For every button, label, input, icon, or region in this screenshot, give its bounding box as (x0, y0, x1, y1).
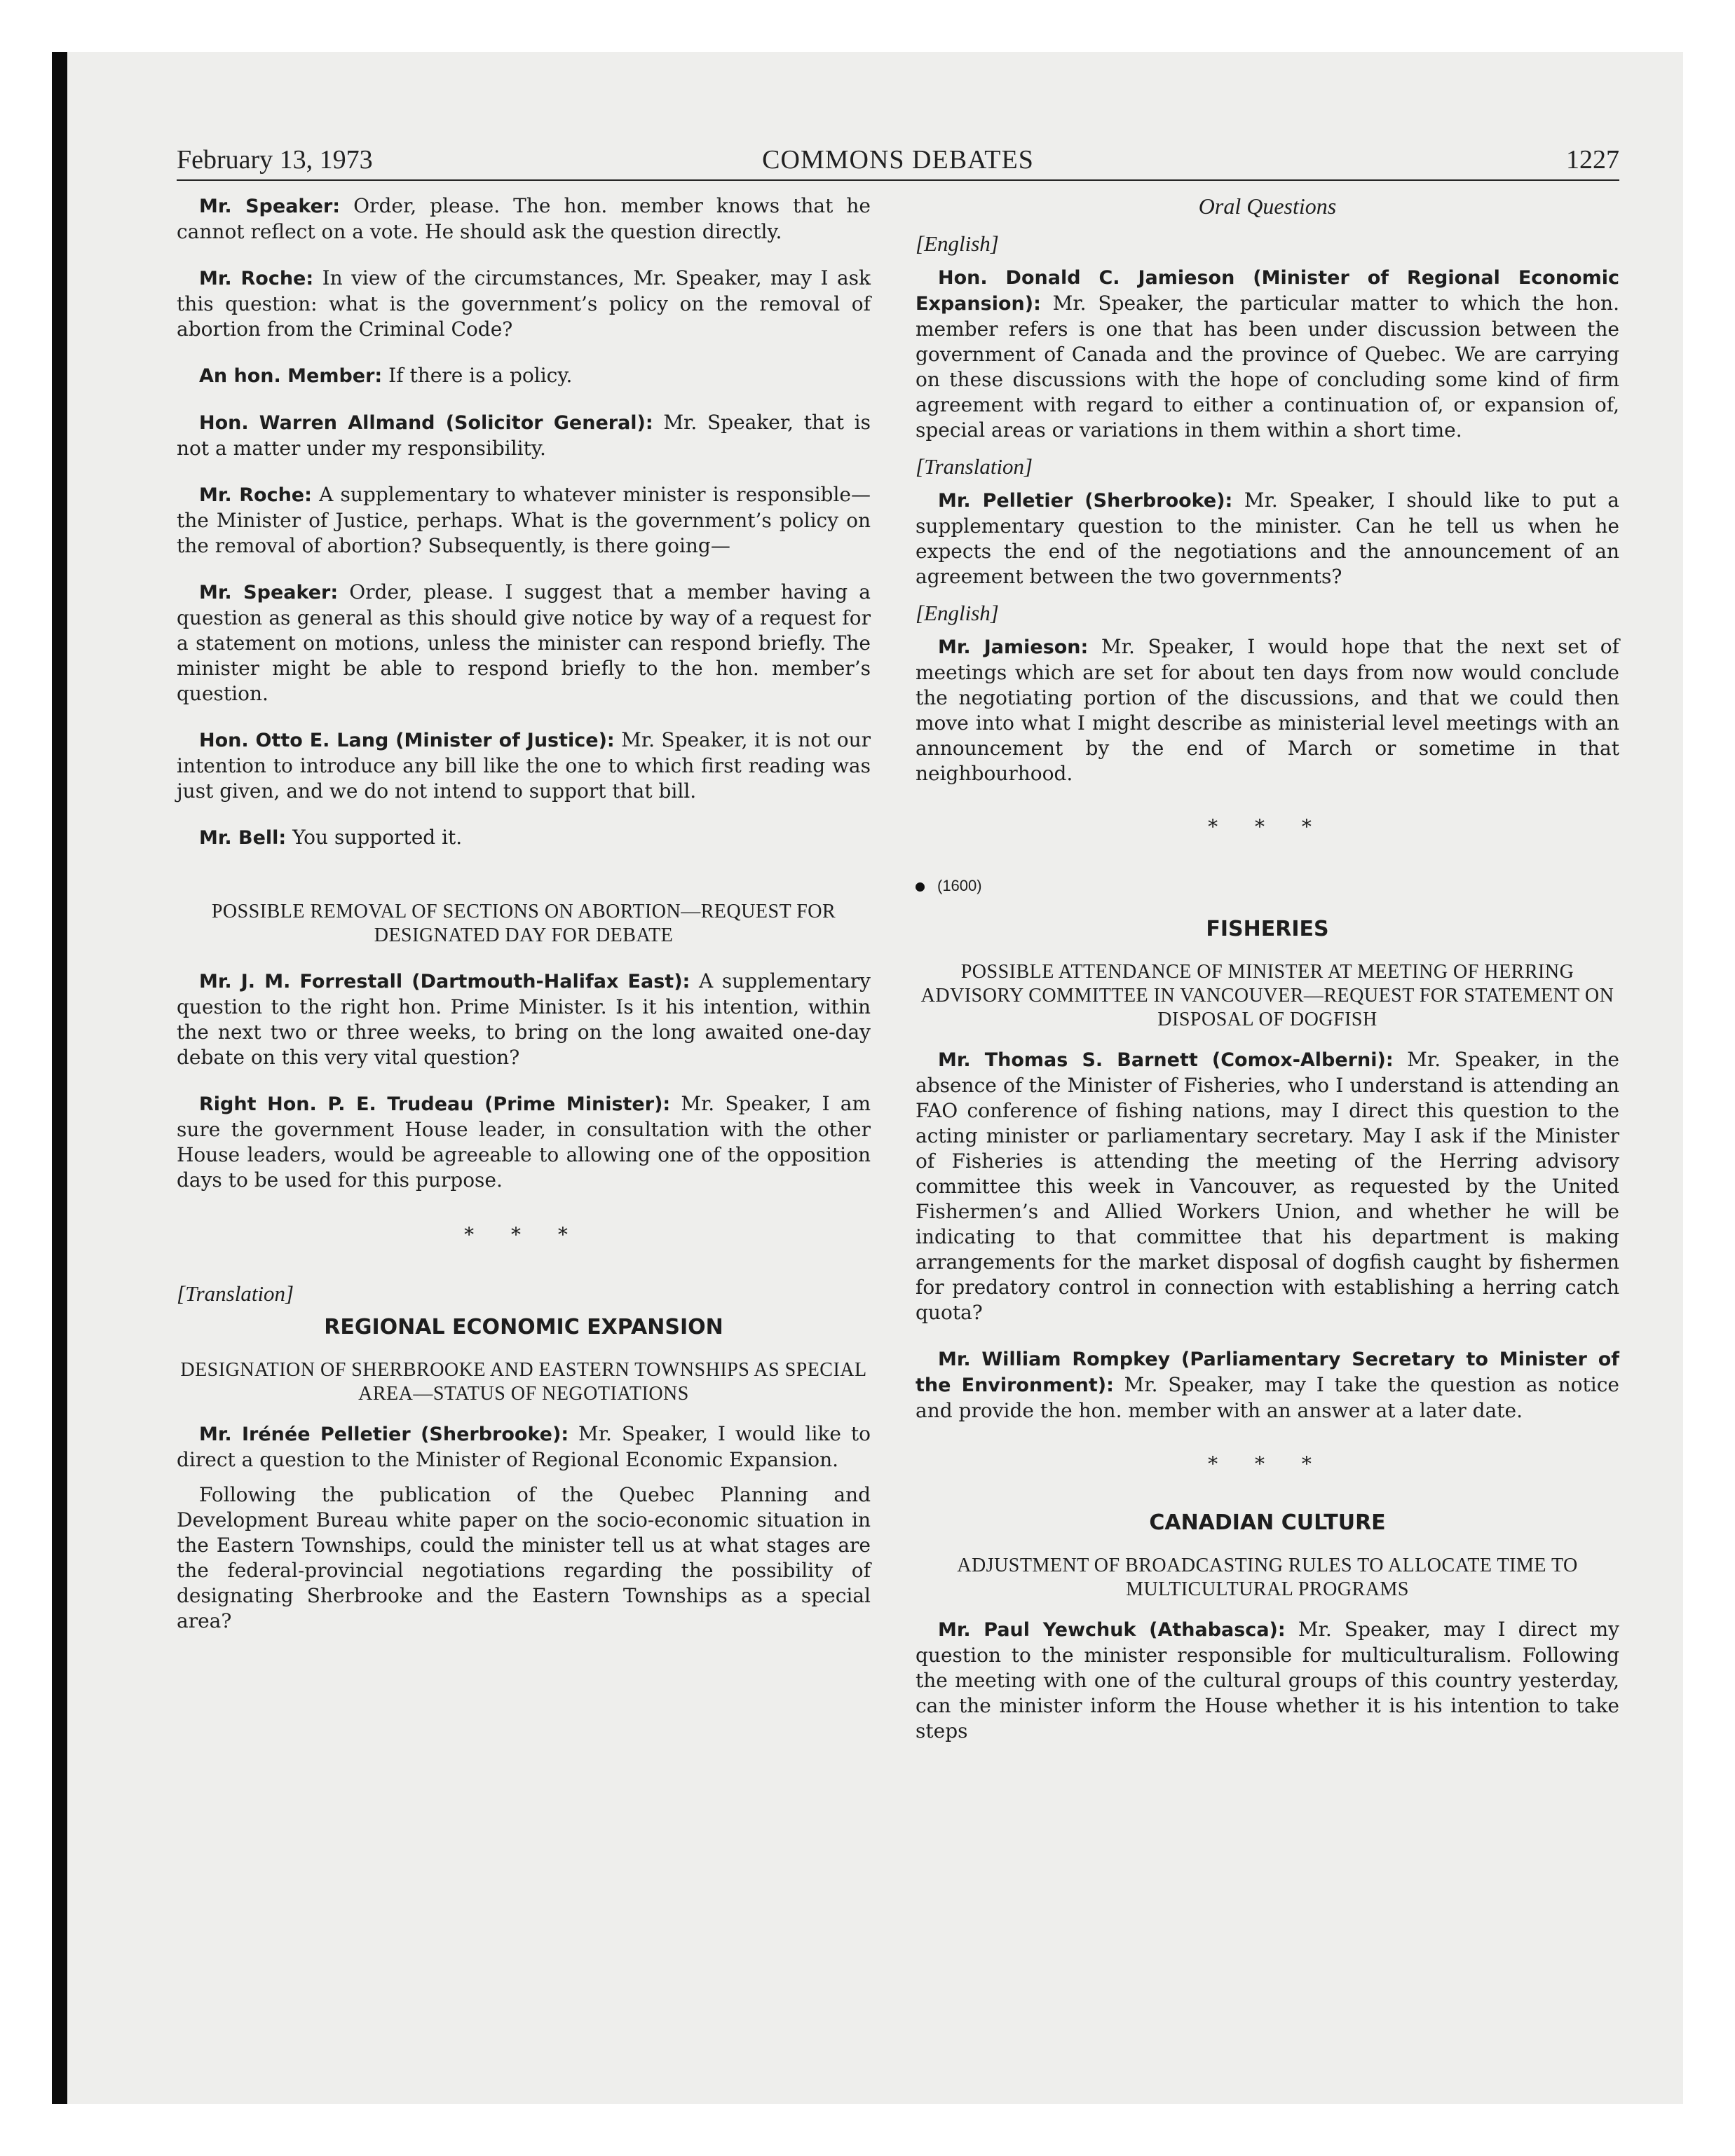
paragraph (177, 1091, 871, 1193)
paragraph (177, 363, 871, 389)
paragraph (916, 488, 1619, 589)
paragraph (177, 580, 871, 707)
speech-text: Mr. Speaker, I am sure the government House leader, in consultation with the other House leaders, would be agreeable to allowing one of the opposition days to be used for this purpose. (177, 1092, 871, 1192)
paragraph (177, 969, 871, 1070)
paragraph (177, 1482, 871, 1634)
speaker-name: Mr. Jamieson: (938, 636, 1089, 658)
speaker-name: Hon. Donald C. Jamieson (Minister of Regional Economic Expansion): (916, 267, 1619, 315)
speaker-name: Mr. William Rompkey (Parliamentary Secretary to Minister of the Environment): (916, 1349, 1619, 1396)
speech-text: Mr. Speaker, I should like to put a supplementary question to the minister. Can he tell us when he expects the end of the negotiations and the announcement of an agreement between the two governments? (916, 489, 1619, 588)
header-title: COMMONS DEBATES (762, 145, 1034, 175)
language-marker: [English] (916, 601, 999, 625)
section-subheading: POSSIBLE ATTENDANCE OF MINISTER AT MEETING OF HERRING ADVISORY COMMITTEE IN VANCOUVER—REQUEST FOR STATEMENT ON DISPOSAL OF DOGFISH (920, 961, 1614, 1030)
speech-text: Mr. Speaker, it is not our intention to introduce any bill like the one to which first reading was just given, and we do not intend to support that bill. (177, 728, 871, 803)
speech-text: If there is a policy. (382, 364, 573, 387)
section-subheading: ADJUSTMENT OF BROADCASTING RULES TO ALLOCATE TIME TO MULTICULTURAL PROGRAMS (957, 1555, 1578, 1600)
paragraph (177, 728, 871, 804)
paragraph (177, 193, 871, 245)
language-marker: [Translation] (916, 454, 1033, 479)
language-marker: [English] (916, 231, 999, 256)
speaker-name: Mr. Roche: (199, 484, 312, 506)
scan-edge (52, 52, 67, 2104)
speech-text: Mr. Speaker, in the absence of the Minister of Fisheries, who I understand is attending an FAO conference of fishing nations, may I direct this question to the acting minister or parliamentary secretary. May I ask if the Minister of Fisheries is attending the meeting of the Herring advisory committee this week in Vancouver, as requested by the United Fishermen’s and Allied Workers Union, and whether he will be indicating to that committee that his department is making arrangements for the market disposal of dogfish caught by fishermen for predatory control in connection with establishing a herring catch quota? (916, 1048, 1619, 1324)
section-heading: FISHERIES (1206, 917, 1329, 941)
speech-text: In view of the circumstances, Mr. Speaker, may I ask this question: what is the government’s policy on the removal of abortion from the Criminal Code? (177, 266, 871, 341)
speaker-name: Mr. Pelletier (Sherbrooke): (938, 490, 1233, 512)
speaker-name: Mr. Paul Yewchuk (Athabasca): (938, 1619, 1286, 1641)
speaker-name: Mr. Speaker: (199, 196, 341, 217)
paragraph (177, 1421, 871, 1473)
section-heading: CANADIAN CULTURE (1149, 1510, 1386, 1535)
speaker-name: Mr. Irénée Pelletier (Sherbrooke): (199, 1424, 569, 1445)
speaker-name: Mr. Thomas S. Barnett (Comox-Alberni): (938, 1049, 1394, 1071)
left-column (177, 193, 871, 1655)
right-column (916, 193, 1619, 1765)
section-subheading: POSSIBLE REMOVAL OF SECTIONS ON ABORTION—REQUEST FOR DESIGNATED DAY FOR DEBATE (211, 901, 836, 946)
speaker-name: Right Hon. P. E. Trudeau (Prime Minister): (199, 1093, 671, 1115)
speech-text: Mr. Speaker, may I take the question as notice and provide the hon. member with an answer at a later date. (916, 1373, 1619, 1422)
speech-text: A supplementary to whatever minister is responsible—the Minister of Justice, perhaps. What is the government’s policy on the removal of abortion? Subsequently, is there going— (177, 483, 871, 557)
section-separator: * * * (1208, 1452, 1327, 1475)
paragraph (177, 825, 871, 851)
speech-text: You supported it. (286, 826, 463, 849)
time-marker-text: (1600) (937, 877, 982, 894)
speaker-name: Mr. J. M. Forrestall (Dartmouth-Halifax East): (199, 971, 690, 992)
speech-text: Order, please. I suggest that a member having a question as general as this should give notice by way of a request for a statement on motions, unless the minister can respond briefly. The minister might be able to respond briefly to the hon. member’s question. (177, 580, 871, 705)
speech-text: A supplementary question to the right hon. Prime Minister. Is it his intention, within the next two or three weeks, to bring on the long awaited one-day debate on this very vital question? (177, 969, 871, 1069)
paragraph (177, 410, 871, 461)
paragraph (177, 482, 871, 559)
speaker-name: Mr. Roche: (199, 268, 314, 289)
paragraph (916, 1047, 1619, 1325)
bullet-icon (916, 882, 925, 892)
section-separator: * * * (464, 1223, 583, 1246)
speech-text: Order, please. The hon. member knows that he cannot reflect on a vote. He should ask the question directly. (177, 194, 871, 243)
speaker-name: An hon. Member: (199, 365, 383, 387)
paragraph (177, 266, 871, 342)
speaker-name: Mr. Speaker: (199, 582, 339, 603)
section-subheading: DESIGNATION OF SHERBROOKE AND EASTERN TOWNSHIPS AS SPECIAL AREA—STATUS OF NEGOTIATIONS (180, 1359, 867, 1405)
paragraph (916, 634, 1619, 786)
language-marker: [Translation] (177, 1281, 294, 1306)
speech-text: Mr. Speaker, I would hope that the next set of meetings which are set for about ten days from now would conclude the negotiating portion of the discussions, and that we could then move into what I might describe as ministerial level meetings with an announcement by the end of March or sometime in that neighbourhood. (916, 635, 1619, 785)
speaker-name: Hon. Warren Allmand (Solicitor General): (199, 412, 653, 434)
section-heading: REGIONAL ECONOMIC EXPANSION (324, 1315, 723, 1339)
speaker-name: Mr. Bell: (199, 827, 287, 849)
speech-text: Mr. Speaker, the particular matter to which the hon. member refers is one that has been under discussion between the government of Canada and the province of Quebec. We are carrying on these discussions with the hope of concluding some kind of firm agreement with regard to either a continuation of, or expansion of, special areas or variations in them within a short time. (916, 292, 1619, 442)
time-marker (916, 873, 1619, 899)
page-header (177, 143, 1619, 181)
speech-text: Following the publication of the Quebec Planning and Development Bureau white paper on the socio-economic situation in the Eastern Townships, could the minister tell us at what stages are the federal-provincial negotiations regarding the possibility of designating Sherbrooke and the Eastern Townships as a special area? (177, 1483, 871, 1632)
header-page-number: 1227 (1566, 145, 1619, 175)
paragraph (916, 265, 1619, 443)
paragraph (916, 1346, 1619, 1424)
header-date: February 13, 1973 (177, 145, 373, 175)
speech-text: Mr. Speaker, I would like to direct a question to the Minister of Regional Economic Expansion. (177, 1422, 871, 1471)
running-head: Oral Questions (1198, 193, 1337, 219)
paragraph (916, 1617, 1619, 1744)
speech-text: Mr. Speaker, may I direct my question to the minister responsible for multiculturalism. Following the meeting with one of the cultural groups of this country yesterday, can the minister inform the House whether it is his intention to take steps (916, 1618, 1620, 1742)
speech-text: Mr. Speaker, that is not a matter under my responsibility. (177, 411, 871, 460)
section-separator: * * * (1208, 815, 1327, 838)
speaker-name: Hon. Otto E. Lang (Minister of Justice): (199, 730, 615, 751)
